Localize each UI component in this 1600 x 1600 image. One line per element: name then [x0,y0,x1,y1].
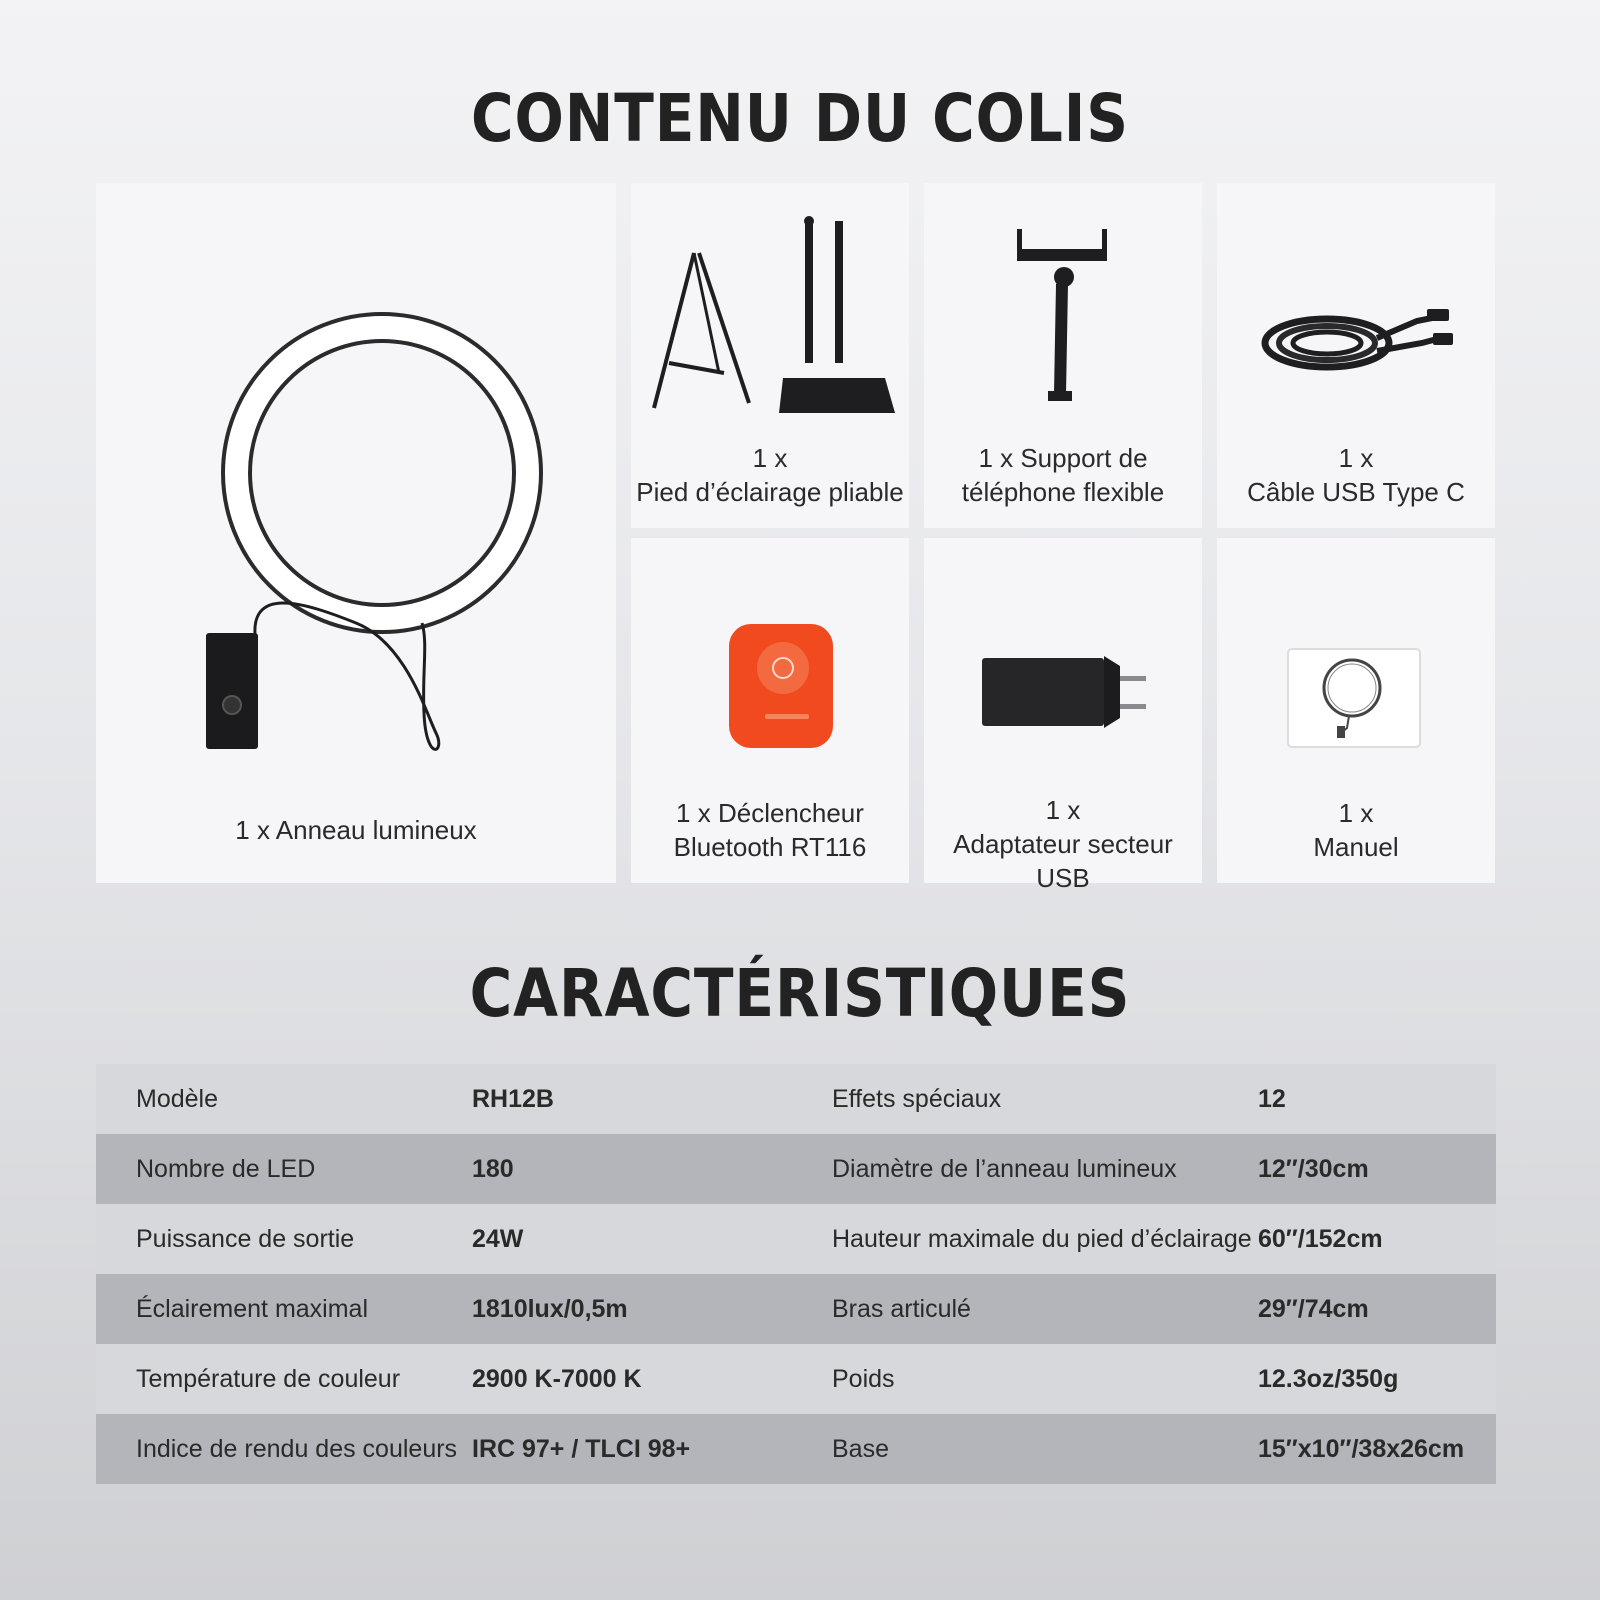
item-card-ring-light [96,183,616,883]
ring-light-icon [196,293,556,763]
item-card-phone-holder [924,183,1202,528]
table-row [96,1344,1496,1414]
table-row [96,1414,1496,1484]
manual-icon [1287,648,1421,748]
table-row [96,1274,1496,1344]
spec-label: Effets spéciaux [832,1084,1002,1113]
item-caption-ring-light: 1 x Anneau lumineux [235,815,477,845]
spec-label: Hauteur maximale du pied d’éclairage [832,1224,1252,1253]
table-row [96,1134,1496,1204]
item-caption-phone-holder: 1 x Support de téléphone flexible [961,443,1165,507]
item-caption-usb-cable: 1 x Câble USB Type C [1247,443,1465,507]
usb-cable-icon [1257,303,1457,383]
table-row [96,1064,1496,1134]
spec-label: Température de couleur [136,1364,401,1393]
spec-label: Indice de rendu des couleurs [136,1434,458,1463]
item-caption-power-adapter: 1 x Adaptateur secteur USB [953,795,1173,893]
spec-label: Base [832,1434,889,1463]
spec-label: Éclairement maximal [136,1294,369,1323]
spec-value: 15″x10″/38x26cm [1258,1434,1465,1463]
spec-value: 12 [1258,1084,1286,1113]
item-card-light-stand [631,183,909,528]
item-card-usb-cable [1217,183,1495,528]
spec-value: 12″/30cm [1258,1154,1369,1183]
spec-value: IRC 97+ / TLCI 98+ [472,1434,691,1463]
spec-value: 1810lux/0,5m [472,1294,628,1323]
spec-label: Nombre de LED [136,1154,316,1183]
item-card-power-adapter [924,538,1202,893]
spec-value: 180 [472,1154,514,1183]
power-adapter-icon [980,654,1150,730]
spec-label: Poids [832,1364,895,1393]
spec-value: 24W [472,1224,524,1253]
spec-label: Bras articulé [832,1294,971,1323]
spec-label: Diamètre de l’anneau lumineux [832,1154,1177,1183]
spec-value: RH12B [472,1084,554,1113]
spec-value: 29″/74cm [1258,1294,1369,1323]
table-row [96,1204,1496,1274]
spec-label: Modèle [136,1084,218,1113]
item-card-bluetooth-remote [631,538,909,883]
spec-value: 12.3oz/350g [1258,1364,1399,1393]
contents-title: CONTENU DU COLIS [470,80,1130,157]
item-caption-light-stand: 1 x Pied d’éclairage pliable [636,443,904,507]
spec-label: Puissance de sortie [136,1224,355,1253]
phone-holder-icon [1012,229,1112,409]
light-stand-icon [649,213,899,413]
specs-table [96,1064,1496,1484]
item-card-manual [1217,538,1495,883]
item-caption-manual: 1 x Manuel [1313,798,1399,862]
spec-value: 2900 K-7000 K [472,1364,642,1393]
item-caption-bluetooth-remote: 1 x Déclencheur Bluetooth RT116 [673,798,867,862]
bluetooth-remote-icon [727,622,837,752]
spec-value: 60″/152cm [1258,1224,1383,1253]
specs-title: CARACTÉRISTIQUES [469,955,1131,1032]
